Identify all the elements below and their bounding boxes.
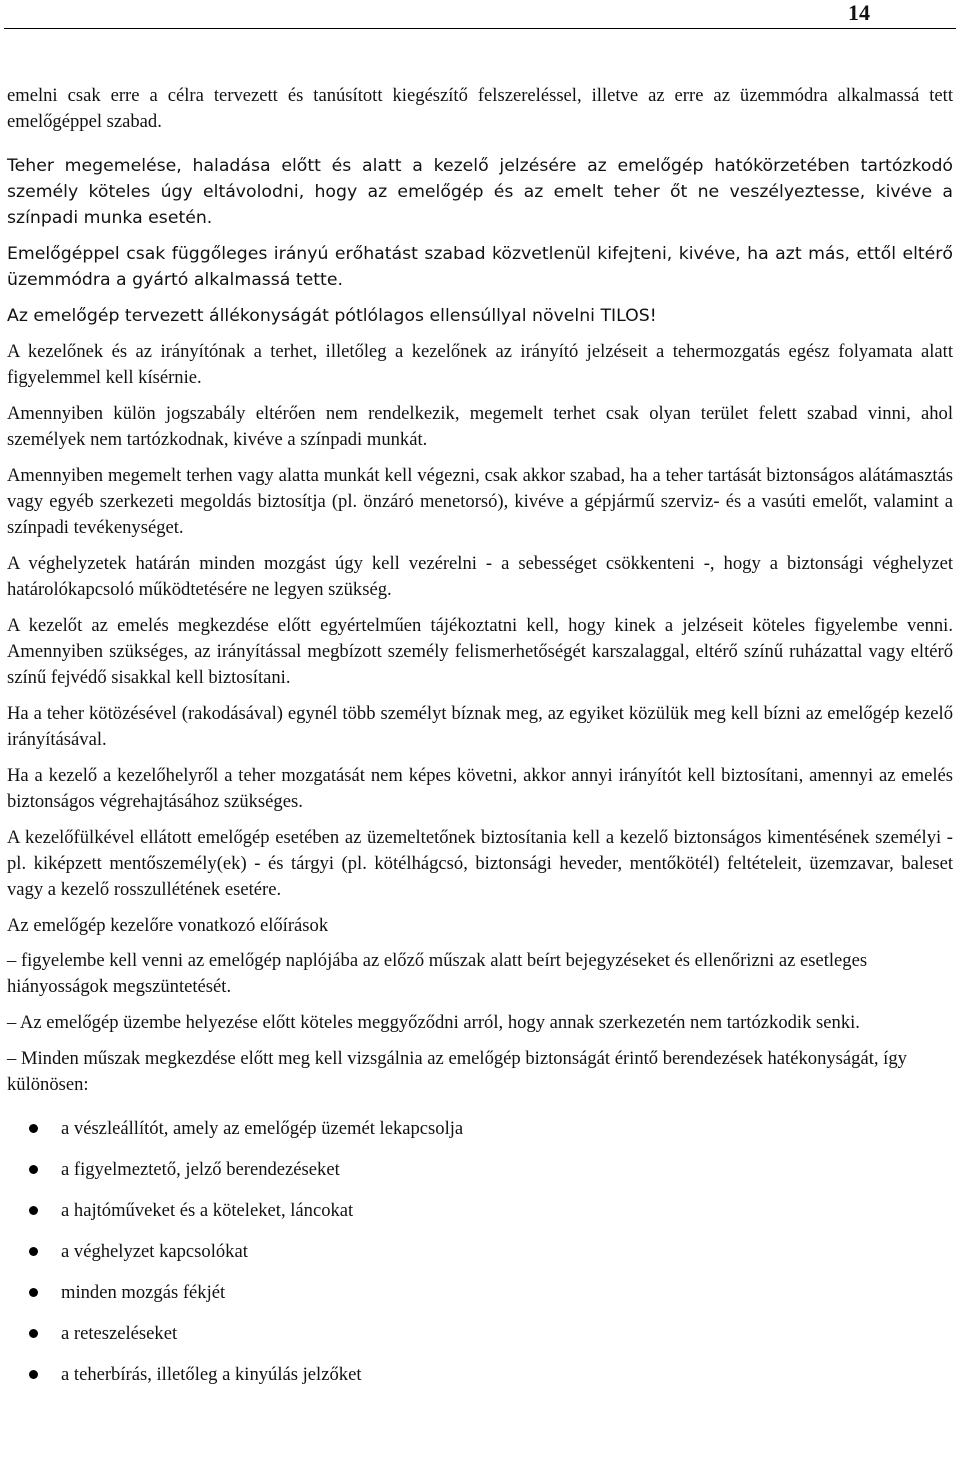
list-item-text: a figyelmeztető, jelző berendezéseket: [61, 1159, 340, 1180]
page-number: 14: [848, 0, 870, 25]
paragraph: Ha a kezelő a kezelőhelyről a teher mozgatását nem képes követni, akkor annyi irányítót kell biztosítani, amennyi az emelés biztonságos végrehajtásához szükséges.: [7, 765, 953, 812]
paragraph: A kezelőt az emelés megkezdése előtt egyértelműen tájékoztatni kell, hogy kinek a jelzéseit köteles figyelembe venni. Amennyiben szükséges, az irányítással megbízott személy felismerhetőségét karszalaggal, eltérő színű ruházattal vagy eltérő színű fejvédő sisakkal kell biztosítani.: [7, 615, 953, 688]
list-item-text: minden mozgás fékjét: [61, 1282, 226, 1303]
list-item-text: a vészleállítót, amely az emelőgép üzemét lekapcsolja: [61, 1118, 464, 1139]
list-item-text: a reteszeléseket: [61, 1323, 178, 1344]
paragraph: Teher megemelése, haladása előtt és alatt a kezelő jelzésére az emelőgép hatókörzetében tartózkodó személy köteles úgy eltávolodni, hogy az emelőgép és az emelt teher őt ne veszélyeztesse, kivéve a színpadi munka esetén.: [7, 156, 953, 228]
bullet-icon: [29, 1165, 38, 1174]
list-item: [7, 1321, 953, 1362]
paragraph: Az emelőgép tervezett állékonyságát pótlólagos ellensúllyal növelni TILOS!: [7, 306, 657, 326]
section-heading: Az emelőgép kezelőre vonatkozó előírások: [7, 915, 329, 936]
list-item: [7, 1280, 953, 1321]
paragraph: Emelőgéppel csak függőleges irányú erőhatást szabad közvetlenül kifejteni, kivéve, ha azt más, ettől eltérő üzemmódra a gyártó alkalmassá tette.: [7, 244, 953, 290]
dash-item: – Minden műszak megkezdése előtt meg kell vizsgálnia az emelőgép biztonságát érintő berendezések hatékonyságát, így különösen:: [7, 1048, 907, 1095]
bullet-icon: [29, 1124, 38, 1133]
paragraph: A kezelőnek és az irányítónak a terhet, illetőleg a kezelőnek az irányító jelzéseit a tehermozgatás egész folyamata alatt figyelemmel kell kísérnie.: [7, 341, 953, 388]
list-item: [7, 1157, 953, 1198]
paragraph: A kezelőfülkével ellátott emelőgép esetében az üzemeltetőnek biztosítania kell a kezelő biztonságos kimentésének személyi - pl. kiképzett mentőszemély(ek) - és tárgyi (pl. kötélhágcsó, biztonsági heveder, mentőkötél) feltételeit, üzemzavar, baleset vagy a kezelő rosszullétének esetére.: [7, 827, 953, 900]
list-item-text: a teherbírás, illetőleg a kinyúlás jelzőket: [61, 1364, 362, 1385]
bullet-icon: [29, 1247, 38, 1256]
paragraph: Ha a teher kötözésével (rakodásával) egynél több személyt bíznak meg, az egyiket közülük meg kell bízni az emelőgép kezelő irányításával.: [7, 703, 953, 750]
paragraph: Amennyiben külön jogszabály eltérően nem rendelkezik, megemelt terhet csak olyan terület felett szabad vinni, ahol személyek nem tartózkodnak, kivéve a színpadi munkát.: [7, 403, 953, 450]
paragraph: A véghelyzetek határán minden mozgást úgy kell vezérelni - a sebességet csökkenteni -, hogy a biztonsági véghelyzet határolókapcsoló működtetésére ne legyen szükség.: [7, 553, 953, 600]
bullet-icon: [29, 1370, 38, 1379]
list-item-text: a hajtóműveket és a köteleket, láncokat: [61, 1200, 354, 1221]
list-item-text: a véghelyzet kapcsolókat: [61, 1241, 248, 1262]
list-item: [7, 1116, 953, 1157]
bullet-icon: [29, 1329, 38, 1338]
document-body: [7, 83, 953, 1403]
dash-item: – figyelembe kell venni az emelőgép naplójába az előző műszak alatt beírt bejegyzéseket és ellenőrizni az esetleges hiányosságok megszüntetését.: [7, 950, 868, 997]
header-rule: [4, 28, 956, 29]
paragraph: emelni csak erre a célra tervezett és tanúsított kiegészítő felszereléssel, illetve az erre az üzemmódra alkalmassá tett emelőgéppel szabad.: [7, 85, 953, 132]
bullet-icon: [29, 1288, 38, 1297]
bullet-list: [7, 1116, 953, 1403]
dash-item: – Az emelőgép üzembe helyezése előtt köteles meggyőződni arról, hogy annak szerkezetén nem tartózkodik senki.: [7, 1012, 860, 1033]
paragraph: Amennyiben megemelt terhen vagy alatta munkát kell végezni, csak akkor szabad, ha a teher tartását biztonságos alátámasztás vagy egyéb szerkezeti megoldás biztosítja (pl. önzáró menetorsó), kivéve a gépjármű szerviz- és a vasúti emelőt, valamint a színpadi tevékenységet.: [7, 465, 953, 538]
list-item: [7, 1362, 953, 1403]
bullet-icon: [29, 1206, 38, 1215]
list-item: [7, 1198, 953, 1239]
list-item: [7, 1239, 953, 1280]
